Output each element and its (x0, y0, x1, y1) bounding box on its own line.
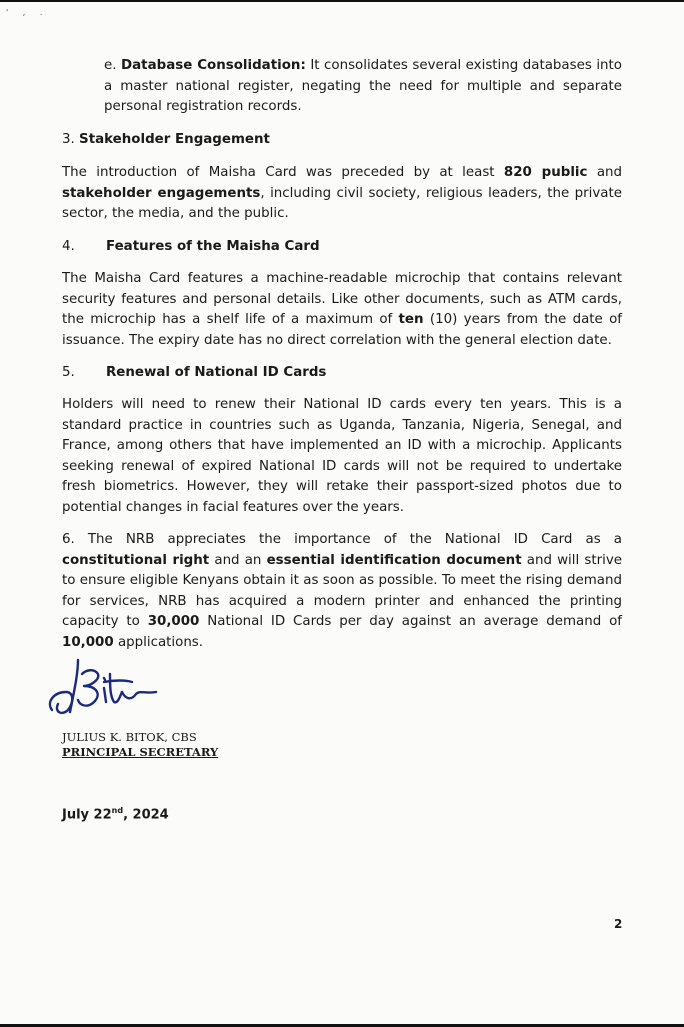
text-span: The Maisha Card features a machine-readable microchip that contains relevant security features and personal details. Like other documents, such as ATM cards, the microchip has a shelf life of a maximum of (62, 271, 622, 327)
section-4-heading (62, 237, 320, 257)
bold-span: ten (398, 312, 424, 327)
scan-marks: ' , . (6, 8, 49, 17)
signatory-name: JULIUS K. BITOK, CBS (62, 730, 197, 744)
section-3-heading (62, 130, 270, 150)
bold-span: 10,000 (62, 634, 114, 650)
section-3-paragraph (62, 163, 622, 225)
section-number: 3. (62, 132, 75, 147)
top-edge-line (0, 0, 684, 2)
text-span: 6. The NRB appreciates the importance of the National ID Card as a (62, 532, 622, 547)
page-number: 2 (614, 917, 623, 931)
bold-span: 820 public (503, 165, 588, 180)
bold-span: essential identification document (266, 552, 522, 568)
item-letter: e. (104, 58, 122, 73)
text-span: , including civil society, religious leaders, the private sector, the media, and the public. (62, 185, 622, 221)
section-number: 4. (62, 239, 75, 254)
section-6-paragraph (62, 530, 622, 653)
bold-span: stakeholder engagements (62, 185, 261, 201)
text-span: and an (209, 552, 267, 568)
text-span: applications. (113, 634, 204, 650)
signatory-title: PRINCIPAL SECRETARY (62, 745, 219, 759)
section-5-heading (62, 363, 326, 383)
text-span: and (587, 165, 623, 180)
section-title: Renewal of National ID Cards (106, 365, 327, 380)
section-number: 5. (62, 365, 75, 380)
document-date (62, 806, 169, 822)
section-4-paragraph (62, 269, 622, 351)
handwritten-signature (44, 652, 164, 724)
section-title: Stakeholder Engagement (79, 132, 270, 147)
date-suffix: nd (111, 806, 124, 815)
bold-span: 30,000 (147, 614, 200, 629)
date-year: , 2024 (123, 807, 169, 823)
text-span: The introduction of Maisha Card was preceded by at least (62, 165, 504, 180)
text-span: Holders will need to renew their National ID cards every ten years. This is a standard practice in countries such as Uganda, Tanzania, Nigeria, Senegal, and France, among others that have implemented an ID with a microchip. Applicants seeking renewal of expired National ID cards will not be required to undertake fresh biometrics. However, they will retake their passport-sized photos due to potential changes in facial features over the years. (62, 397, 622, 515)
section-5-paragraph (62, 395, 622, 518)
signatory-block (62, 730, 218, 760)
date-text: July 22 (62, 807, 112, 823)
text-span: and will strive to ensure eligible Kenyans obtain it as soon as possible. To meet the rising demand for services, NRB has acquired a modern printer and enhanced the printing capacity to (62, 552, 622, 629)
bold-span: constitutional right (62, 552, 210, 568)
section-title: Features of the Maisha Card (106, 239, 320, 254)
text-span: (10) years from the date of issuance. The expiry date has no direct correlation with the general election date. (62, 312, 622, 348)
paragraph-database-consolidation (104, 56, 622, 118)
item-title: Database Consolidation: (121, 58, 306, 73)
item-text: It consolidates several existing databases into a master national register, negating the need for multiple and separate personal registration records. (104, 58, 622, 114)
text-span: National ID Cards per day against an average demand of (199, 614, 622, 629)
